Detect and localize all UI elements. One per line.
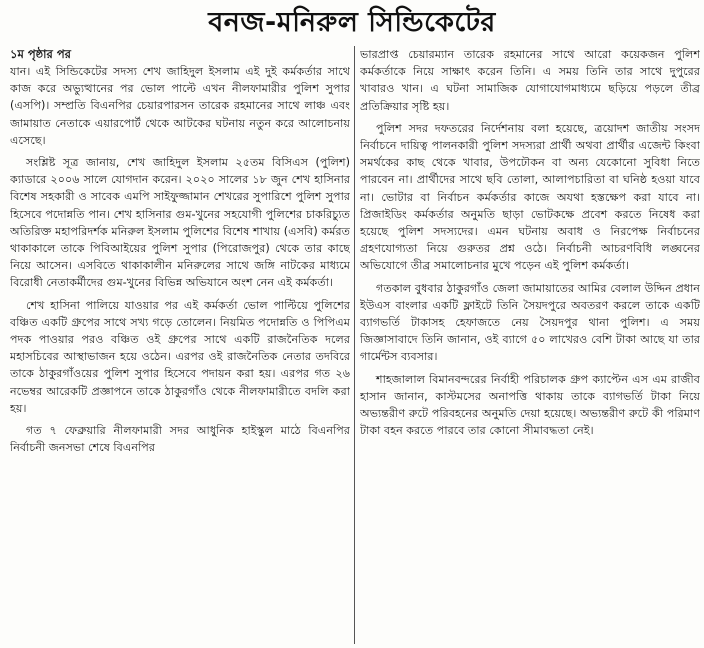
- headline: বনজ-মনিরুল সিন্ডিকেটের: [208, 7, 496, 38]
- paragraph: শাহজালাল বিমানবন্দরের নির্বাহী পরিচালক গ্রুপ ক্যাপ্টেন এস এম রাজীব হাসান জানান, কাস্টমসের অনাপত্তি থাকায় তাকে ব্যাগভর্তি টাকা নিয়ে অভ্যন্তরীণ রুটে পরিবহনের অনুমতি দেয়া হয়েছে। অভ্যন্তরীণ রুটে কী পরিমাণ টাকা বহন করতে পারবে তার কোনো সীমাবদ্ধতা নেই।: [360, 372, 700, 438]
- paragraph: পুলিশ সদর দফতরের নির্দেশনায় বলা হয়েছে, ত্রয়োদশ জাতীয় সংসদ নির্বাচনে দায়িত্ব পালনকারী পুলিশ সদস্যরা প্রার্থী অথবা প্রার্থীর এজেন্ট কিংবা সমর্থকের কাছ থেকে খাবার, উপঢৌকন বা অন্য যেকোনো সুবিধা নিতে পারবেন না। প্রার্থীদের সাথে ছবি তোলা, আলাপচারিতা বা ঘনিষ্ঠ হওয়া যাবে না। ভোটার বা নির্বাচন কর্মকর্তার কাজে অযথা হস্তক্ষেপ করা যাবে না। প্রিজাইডিং কর্মকর্তার অনুমতি ছাড়া ভোটকক্ষে প্রবেশ করতে নিষেধ করা হয়েছে পুলিশ সদস্যদের। এমন ঘটনায় অবাধ ও নিরপেক্ষ নির্বাচনের গ্রহণযোগ্যতা নিয়ে গুরুতর প্রশ্ন ওঠে। নির্বাচনী আচরণবিধি লঙ্ঘনের অভিযোগে তীব্র সমালোচনার মুখে পড়েন এই পুলিশ কর্মকর্তা।: [360, 121, 700, 273]
- left-column: [10, 46, 350, 644]
- article-body: [10, 46, 700, 644]
- paragraph: গত ৭ ফেব্রুয়ারি নীলফামারী সদর আধুনিক হাইস্কুল মাঠে বিএনপির নির্বাচনী জনসভা শেষে বিএনপির: [10, 424, 350, 455]
- paragraph: ভারপ্রাপ্ত চেয়ারম্যান তারেক রহমানের সাথে আরো কয়েকজন পুলিশ কর্মকর্তাকে নিয়ে সাক্ষাৎ করেন তিনি। এ সময় তিনি তার সাথে দুপুরের খাবারও খান। এ ঘটনা সামাজিক যোগাযোগমাধ্যমে ছড়িয়ে পড়লে তীব্র প্রতিক্রিয়ার সৃষ্টি হয়।: [360, 48, 700, 113]
- paragraph: সংশ্লিষ্ট সূত্র জানায়, শেখ জাহিদুল ইসলাম ২৫তম বিসিএস (পুলিশ) ক্যাডারে ২০০৬ সালে যোগদান করেন। ২০২০ সালের ১৮ জুন শেখ হাসিনার বিশেষ সহকারী ও সাবেক এমপি সাইফুজ্জামান শেখরের সুপারিশে পুলিশ সুপার হিসেবে পদোন্নতি পান। শেখ হাসিনার গুম-খুনের সহযোগী পুলিশের চাকরিচ্যুত অতিরিক্ত মহাপরিদর্শক মনিরুল ইসলাম পুলিশের বিশেষ শাখায় (এসবি) কর্মরত থাকাকালে তাকে পিবিআইয়ের পুলিশ সুপার (পিরোজপুর) থেকে তার কাছে নিয়ে আসেন। এসবিতে থাকাকালীন মনিরুলের সাথে জঙ্গি নাটকের মাধ্যমে বিরোধী নেতাকর্মীদের গুম-খুনের বিভিন্ন অভিযানে অংশ নেন এই কর্মকর্তা।: [10, 156, 350, 290]
- column-divider: [354, 46, 355, 644]
- continued-label: ১ম পৃষ্ঠার পর: [10, 47, 71, 61]
- paragraph: যান। এই সিন্ডিকেটের সদস্য শেখ জাহিদুল ইসলাম এই দুই কর্মকর্তার সাথে কাজ করে অভ্যুত্থানের পর ভোল পাল্টে এখন নীলফামারীর পুলিশ সুপার (এসপি)। সম্প্রতি বিএনপির চেয়ারপারসন তারেক রহমানের সাথে লাঞ্চ এবং জামায়াত নেতাকে এয়ারপোর্ট থেকে আটকের ঘটনায় নতুন করে আলোচনায় এসেছে।: [10, 65, 350, 147]
- paragraph: গতকাল বুধবার ঠাকুরগাঁও জেলা জামায়াতের আমির বেলাল উদ্দিন প্রধান ইউএস বাংলার একটি ফ্লাইটে তিনি সৈয়দপুরে অবতরণ করলে তাকে একটি ব্যাগভর্তি টাকাসহ হেফাজতে নেয় সৈয়দপুর থানা পুলিশ। এ সময় জিজ্ঞাসাবাদে তিনি জানান, ওই ব্যাগে ৫০ লাখেরও বেশি টাকা আছে যা তার গার্মেন্টস ব্যবসার।: [360, 281, 700, 364]
- paragraph: শেখ হাসিনা পালিয়ে যাওয়ার পর এই কর্মকর্তা ভোল পাল্টিয়ে পুলিশের বঞ্চিত একটি গ্রুপের সাথে সখ্য গড়ে তোলেন। নিয়মিত পদোন্নতি ও পিপিএম পদক পাওয়ার পরও বঞ্চিত ওই গ্রুপের সাথে একটি রাজনৈতিক দলের মহাসচিবের আস্থাভাজন হয়ে ওঠেন। এরপর ওই রাজনৈতিক নেতার তদবিরে তাকে ঠাকুরগাঁওয়ের পুলিশ সুপার হিসেবে পদায়ন করা হয়। এরপর গত ২৬ নভেম্বর আরেকটি প্রজ্ঞাপনে তাকে ঠাকুরগাঁও থেকে নীলফামারীতে বদলি করা হয়।: [10, 298, 350, 415]
- right-column: [360, 46, 700, 644]
